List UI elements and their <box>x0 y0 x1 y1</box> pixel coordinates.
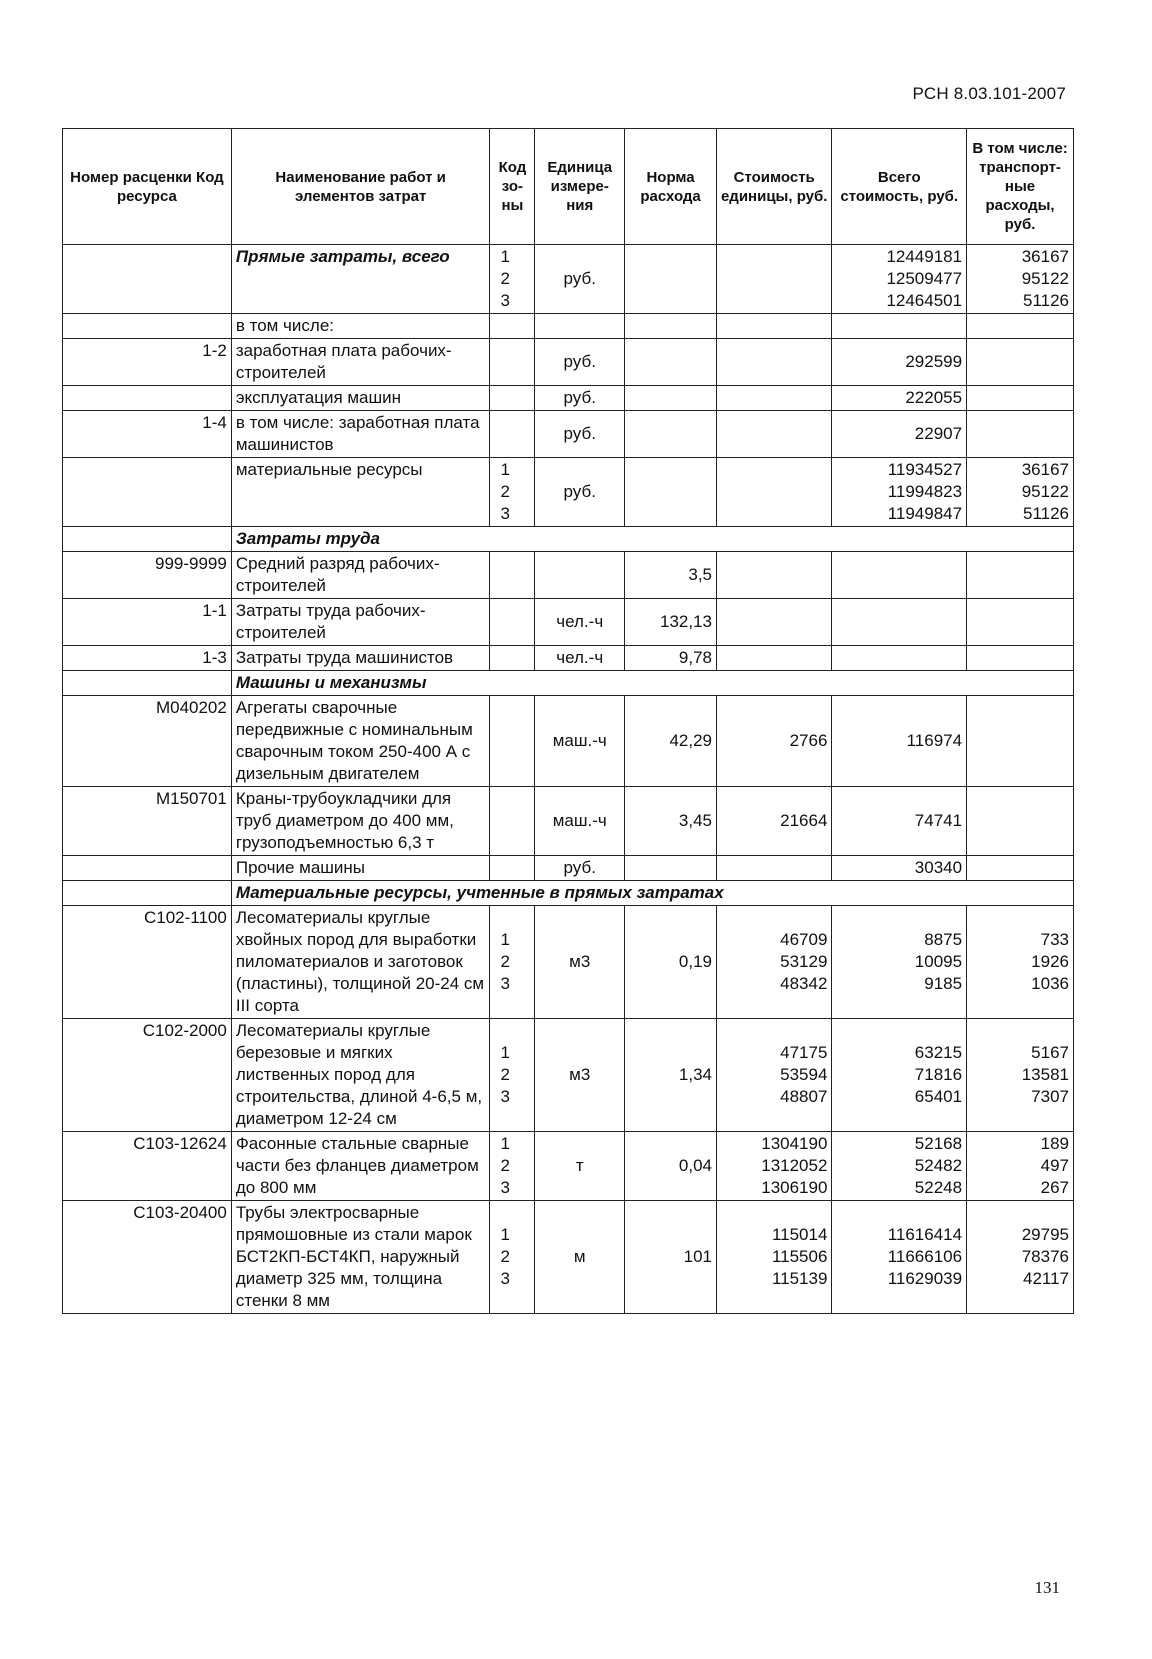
cell-value: 11629039 <box>887 1269 963 1288</box>
cell-value: 46709 <box>780 930 828 949</box>
total-cell <box>832 314 967 339</box>
total-cell <box>832 1132 967 1201</box>
unit-cell <box>535 599 625 646</box>
total-cell <box>832 1019 967 1132</box>
code-cell <box>63 696 232 787</box>
cell-value: 2 <box>500 952 510 971</box>
cell-value: 1304190 <box>761 1134 828 1153</box>
cell-value: 1 <box>500 1225 510 1244</box>
code-cell <box>63 646 232 671</box>
code-cell <box>63 599 232 646</box>
cell-value: 13581 <box>1021 1065 1069 1084</box>
norm-cell <box>625 245 717 314</box>
name-cell <box>231 411 490 458</box>
norm-cell <box>625 1019 717 1132</box>
zone-cell <box>490 314 535 339</box>
cell-value: 115139 <box>771 1269 828 1288</box>
unit-cost-cell <box>717 552 832 599</box>
total-cell <box>832 787 967 856</box>
cell-value: 2766 <box>789 731 828 750</box>
table-row <box>63 245 1074 314</box>
cell-value: 222055 <box>905 388 963 407</box>
name-cell <box>231 245 490 314</box>
code-cell <box>63 1019 232 1132</box>
name-cell <box>231 1201 490 1314</box>
unit-cost-cell <box>717 1201 832 1314</box>
cell-value: 12464501 <box>886 291 963 310</box>
table-row <box>63 1201 1074 1314</box>
cell-value: 116974 <box>906 731 963 750</box>
zone-cell <box>490 787 535 856</box>
cell-value: 1-2 <box>202 341 227 360</box>
code-cell <box>63 458 232 527</box>
transport-cell <box>967 696 1074 787</box>
cell-value: 1036 <box>1031 974 1069 993</box>
cell-value: 48807 <box>780 1087 828 1106</box>
cell-value: 3,5 <box>688 565 713 584</box>
unit-cell <box>535 856 625 881</box>
code-cell <box>63 1201 232 1314</box>
cell-value: 11666106 <box>887 1247 963 1266</box>
cell-value: 3 <box>500 1087 510 1106</box>
cell-value: 999-9999 <box>155 554 227 573</box>
zone-cell <box>490 386 535 411</box>
page-number: 131 <box>1034 1578 1060 1597</box>
table-row <box>63 552 1074 599</box>
transport-cell <box>967 787 1074 856</box>
cell-value: 2 <box>500 482 510 501</box>
cell-value: М150701 <box>155 789 227 808</box>
unit-cell <box>535 646 625 671</box>
table-row <box>63 599 1074 646</box>
cell-value: 51126 <box>1022 291 1069 310</box>
column-header: Единица измере-ния <box>535 129 625 245</box>
table-row <box>63 906 1074 1019</box>
table-row <box>63 411 1074 458</box>
cell-value: 1926 <box>1031 952 1069 971</box>
cell-value: руб. <box>563 482 596 501</box>
cell-value: 3,45 <box>678 811 713 830</box>
estimate-table <box>62 128 1074 1314</box>
zone-cell <box>490 458 535 527</box>
name-cell <box>231 458 490 527</box>
cell-value: 52248 <box>914 1178 963 1197</box>
name-cell <box>231 906 490 1019</box>
cell-value: 1 <box>500 460 510 479</box>
column-header: Норма расхода <box>625 129 717 245</box>
cell-value: Агрегаты сварочные передвижные с номинальным сварочным током 250-400 А с дизельным двигателем <box>235 698 473 783</box>
norm-cell <box>625 1132 717 1201</box>
cell-value: в том числе: <box>235 316 335 335</box>
cell-value: 53129 <box>780 952 828 971</box>
cell-value: 30340 <box>914 858 963 877</box>
cell-value: маш.-ч <box>552 811 607 830</box>
cell-value: 267 <box>1040 1178 1069 1197</box>
cell-value: Лесоматериалы круглые хвойных пород для выработки пиломатериалов и заготовок (пластины), толщиной 20-24 см III сорта <box>235 908 485 1015</box>
transport-cell <box>967 1019 1074 1132</box>
cell-value: Затраты труда рабочих-строителей <box>235 601 426 642</box>
cell-value: 1 <box>500 930 510 949</box>
section-title: Материальные ресурсы, учтенные в прямых затратах <box>231 881 1073 906</box>
cell-value: 78376 <box>1021 1247 1069 1266</box>
column-header: Номер расценки Код ресурса <box>63 129 232 245</box>
column-header: Всего стоимость, руб. <box>832 129 967 245</box>
transport-cell <box>967 1201 1074 1314</box>
cell-value: чел.-ч <box>556 648 604 667</box>
document-code: РСН 8.03.101-2007 <box>912 84 1066 103</box>
zone-cell <box>490 552 535 599</box>
unit-cost-cell <box>717 856 832 881</box>
code-cell <box>63 1132 232 1201</box>
table-row <box>63 1019 1074 1132</box>
cell-value: заработная плата рабочих-строителей <box>235 341 452 382</box>
cell-value: м <box>573 1247 586 1266</box>
cell-value: 71816 <box>914 1065 963 1084</box>
unit-cost-cell <box>717 599 832 646</box>
code-cell <box>63 856 232 881</box>
cell-value: 51126 <box>1022 504 1069 523</box>
cell-value: 1-4 <box>202 413 227 432</box>
cell-value: т <box>575 1156 584 1175</box>
name-cell <box>231 1019 490 1132</box>
total-cell <box>832 411 967 458</box>
estimate-table-container <box>62 128 1074 1314</box>
transport-cell <box>967 411 1074 458</box>
unit-cell <box>535 1132 625 1201</box>
cell-value: 52168 <box>914 1134 963 1153</box>
cell-value: 101 <box>683 1247 713 1266</box>
cell-value: С103-20400 <box>133 1203 227 1222</box>
cell-value: руб. <box>563 424 596 443</box>
cell-value: 3 <box>500 291 510 310</box>
cell-value: 7307 <box>1031 1087 1069 1106</box>
table-row <box>63 458 1074 527</box>
unit-cost-cell <box>717 458 832 527</box>
norm-cell <box>625 856 717 881</box>
code-cell <box>63 411 232 458</box>
cell-value: 1306190 <box>761 1178 828 1197</box>
cell-value: 11934527 <box>887 460 963 479</box>
unit-cost-cell <box>717 787 832 856</box>
column-header: Стоимость единицы, руб. <box>717 129 832 245</box>
total-cell <box>832 1201 967 1314</box>
cell-value: 12449181 <box>886 247 963 266</box>
cell-value: в том числе: заработная плата машинистов <box>235 413 480 454</box>
unit-cost-cell <box>717 646 832 671</box>
cell-value: 2 <box>500 1156 510 1175</box>
norm-cell <box>625 339 717 386</box>
name-cell <box>231 856 490 881</box>
transport-cell <box>967 339 1074 386</box>
table-body <box>63 245 1074 1314</box>
total-cell <box>832 458 967 527</box>
name-cell <box>231 552 490 599</box>
cell-value: С102-1100 <box>143 908 227 927</box>
cell-value: 42117 <box>1022 1269 1069 1288</box>
section-title: Затраты труда <box>231 527 1073 552</box>
cell-value: 1-3 <box>202 648 227 667</box>
cell-value: 95122 <box>1021 269 1069 288</box>
total-cell <box>832 339 967 386</box>
code-cell <box>63 339 232 386</box>
zone-cell <box>490 411 535 458</box>
column-header: Код зо-ны <box>490 129 535 245</box>
transport-cell <box>967 458 1074 527</box>
table-row <box>63 856 1074 881</box>
cell-value: 9,78 <box>678 648 713 667</box>
transport-cell <box>967 599 1074 646</box>
cell-value: 189 <box>1040 1134 1069 1153</box>
cell-value: 1,34 <box>678 1065 713 1084</box>
cell-value: чел.-ч <box>556 612 604 631</box>
unit-cost-cell <box>717 411 832 458</box>
total-cell <box>832 245 967 314</box>
section-title: Машины и механизмы <box>231 671 1073 696</box>
name-cell <box>231 314 490 339</box>
transport-cell <box>967 386 1074 411</box>
unit-cell <box>535 1201 625 1314</box>
transport-cell <box>967 314 1074 339</box>
code-cell <box>63 787 232 856</box>
zone-cell <box>490 696 535 787</box>
table-row <box>63 386 1074 411</box>
section-code-cell <box>63 881 232 906</box>
cell-value: эксплуатация машин <box>235 388 402 407</box>
code-cell <box>63 314 232 339</box>
cell-value: м3 <box>569 952 591 971</box>
cell-value: 3 <box>500 974 510 993</box>
cell-value: 132,13 <box>660 612 713 631</box>
cell-value: Трубы электросварные прямошовные из стали марок БСТ2КП-БСТ4КП, наружный диаметр 325 мм, толщина стенки 8 мм <box>235 1203 472 1310</box>
cell-value: 48342 <box>780 974 828 993</box>
norm-cell <box>625 646 717 671</box>
transport-cell <box>967 1132 1074 1201</box>
unit-cell <box>535 1019 625 1132</box>
cell-value: 2 <box>500 1065 510 1084</box>
transport-cell <box>967 856 1074 881</box>
section-code-cell <box>63 671 232 696</box>
unit-cell <box>535 386 625 411</box>
norm-cell <box>625 696 717 787</box>
cell-value: 53594 <box>780 1065 828 1084</box>
cell-value: 1 <box>500 247 510 266</box>
unit-cost-cell <box>717 906 832 1019</box>
unit-cost-cell <box>717 1019 832 1132</box>
norm-cell <box>625 552 717 599</box>
cell-value: материальные ресурсы <box>235 460 423 479</box>
total-cell <box>832 696 967 787</box>
total-cell <box>832 386 967 411</box>
unit-cell <box>535 787 625 856</box>
cell-value: 22907 <box>914 424 963 443</box>
zone-cell <box>490 245 535 314</box>
cell-value: М040202 <box>155 698 227 717</box>
norm-cell <box>625 599 717 646</box>
table-row <box>63 787 1074 856</box>
cell-value: 3 <box>500 1178 510 1197</box>
name-cell <box>231 339 490 386</box>
cell-value: 21664 <box>780 811 828 830</box>
cell-value: 74741 <box>914 811 963 830</box>
cell-value: 8875 <box>924 930 963 949</box>
cell-value: 95122 <box>1021 482 1069 501</box>
cell-value: 36167 <box>1021 247 1069 266</box>
cell-value: С102-2000 <box>142 1021 227 1040</box>
zone-cell <box>490 1019 535 1132</box>
unit-cell <box>535 245 625 314</box>
unit-cost-cell <box>717 314 832 339</box>
cell-value: 3 <box>500 504 510 523</box>
cell-value: 65401 <box>914 1087 963 1106</box>
cell-value: 2 <box>500 1247 510 1266</box>
total-cell <box>832 552 967 599</box>
name-cell <box>231 696 490 787</box>
unit-cell <box>535 458 625 527</box>
transport-cell <box>967 245 1074 314</box>
norm-cell <box>625 386 717 411</box>
cell-value: м3 <box>569 1065 591 1084</box>
header-row <box>63 129 1074 245</box>
cell-value: 1 <box>500 1134 510 1153</box>
zone-cell <box>490 906 535 1019</box>
name-cell <box>231 386 490 411</box>
unit-cell <box>535 696 625 787</box>
name-cell <box>231 787 490 856</box>
norm-cell <box>625 787 717 856</box>
table-row <box>63 339 1074 386</box>
norm-cell <box>625 1201 717 1314</box>
unit-cell <box>535 339 625 386</box>
cell-value: 115506 <box>771 1247 828 1266</box>
table-row <box>63 696 1074 787</box>
table-row <box>63 314 1074 339</box>
unit-cell <box>535 552 625 599</box>
cell-value: Затраты труда машинистов <box>235 648 454 667</box>
cell-value: 1 <box>500 1043 510 1062</box>
section-row <box>63 527 1074 552</box>
column-header: В том числе: транспорт-ные расходы, руб. <box>967 129 1074 245</box>
cell-value: 47175 <box>780 1043 828 1062</box>
unit-cost-cell <box>717 696 832 787</box>
section-row <box>63 881 1074 906</box>
code-cell <box>63 552 232 599</box>
unit-cost-cell <box>717 1132 832 1201</box>
total-cell <box>832 856 967 881</box>
zone-cell <box>490 339 535 386</box>
norm-cell <box>625 458 717 527</box>
cell-value: 11616414 <box>887 1225 963 1244</box>
cell-value: 733 <box>1040 930 1069 949</box>
cell-value: 0,04 <box>678 1156 713 1175</box>
cell-value: 2 <box>500 269 510 288</box>
cell-value: Краны-трубоукладчики для труб диаметром до 400 мм, грузоподъемностью 6,3 т <box>235 789 454 852</box>
cell-value: руб. <box>563 388 596 407</box>
unit-cost-cell <box>717 245 832 314</box>
transport-cell <box>967 906 1074 1019</box>
table-row <box>63 1132 1074 1201</box>
zone-cell <box>490 646 535 671</box>
cell-value: 12509477 <box>886 269 963 288</box>
transport-cell <box>967 552 1074 599</box>
cell-value: 292599 <box>905 352 963 371</box>
zone-cell <box>490 1132 535 1201</box>
code-cell <box>63 245 232 314</box>
unit-cell <box>535 411 625 458</box>
cell-value: 9185 <box>924 974 963 993</box>
cell-value: Прямые затраты, всего <box>235 247 450 266</box>
norm-cell <box>625 906 717 1019</box>
total-cell <box>832 599 967 646</box>
cell-value: 10095 <box>914 952 963 971</box>
cell-value: 115014 <box>771 1225 828 1244</box>
cell-value: 5167 <box>1031 1043 1069 1062</box>
cell-value: 3 <box>500 1269 510 1288</box>
unit-cell <box>535 906 625 1019</box>
section-row <box>63 671 1074 696</box>
code-cell <box>63 386 232 411</box>
cell-value: Средний разряд рабочих-строителей <box>235 554 440 595</box>
cell-value: руб. <box>563 269 596 288</box>
cell-value: маш.-ч <box>552 731 607 750</box>
cell-value: 0,19 <box>678 952 713 971</box>
transport-cell <box>967 646 1074 671</box>
cell-value: 11994823 <box>887 482 963 501</box>
cell-value: руб. <box>563 352 596 371</box>
name-cell <box>231 1132 490 1201</box>
cell-value: 29795 <box>1021 1225 1069 1244</box>
zone-cell <box>490 599 535 646</box>
cell-value: Прочие машины <box>235 858 366 877</box>
cell-value: Лесоматериалы круглые березовые и мягких лиственных пород для строительства, длиной 4-6,5 м, диаметром 12-24 см <box>235 1021 483 1128</box>
unit-cost-cell <box>717 386 832 411</box>
column-header: Наименование работ и элементов затрат <box>231 129 490 245</box>
cell-value: 497 <box>1040 1156 1069 1175</box>
code-cell <box>63 906 232 1019</box>
cell-value: 11949847 <box>887 504 963 523</box>
name-cell <box>231 599 490 646</box>
zone-cell <box>490 1201 535 1314</box>
cell-value: 1312052 <box>761 1156 828 1175</box>
unit-cell <box>535 314 625 339</box>
table-row <box>63 646 1074 671</box>
zone-cell <box>490 856 535 881</box>
total-cell <box>832 646 967 671</box>
cell-value: 42,29 <box>669 731 713 750</box>
cell-value: Фасонные стальные сварные части без фланцев диаметром до 800 мм <box>235 1134 479 1197</box>
cell-value: 1-1 <box>202 601 227 620</box>
norm-cell <box>625 411 717 458</box>
name-cell <box>231 646 490 671</box>
cell-value: руб. <box>563 858 596 877</box>
cell-value: С103-12624 <box>133 1134 227 1153</box>
total-cell <box>832 906 967 1019</box>
cell-value: 36167 <box>1021 460 1069 479</box>
norm-cell <box>625 314 717 339</box>
unit-cost-cell <box>717 339 832 386</box>
section-code-cell <box>63 527 232 552</box>
cell-value: 63215 <box>914 1043 963 1062</box>
cell-value: 52482 <box>914 1156 963 1175</box>
